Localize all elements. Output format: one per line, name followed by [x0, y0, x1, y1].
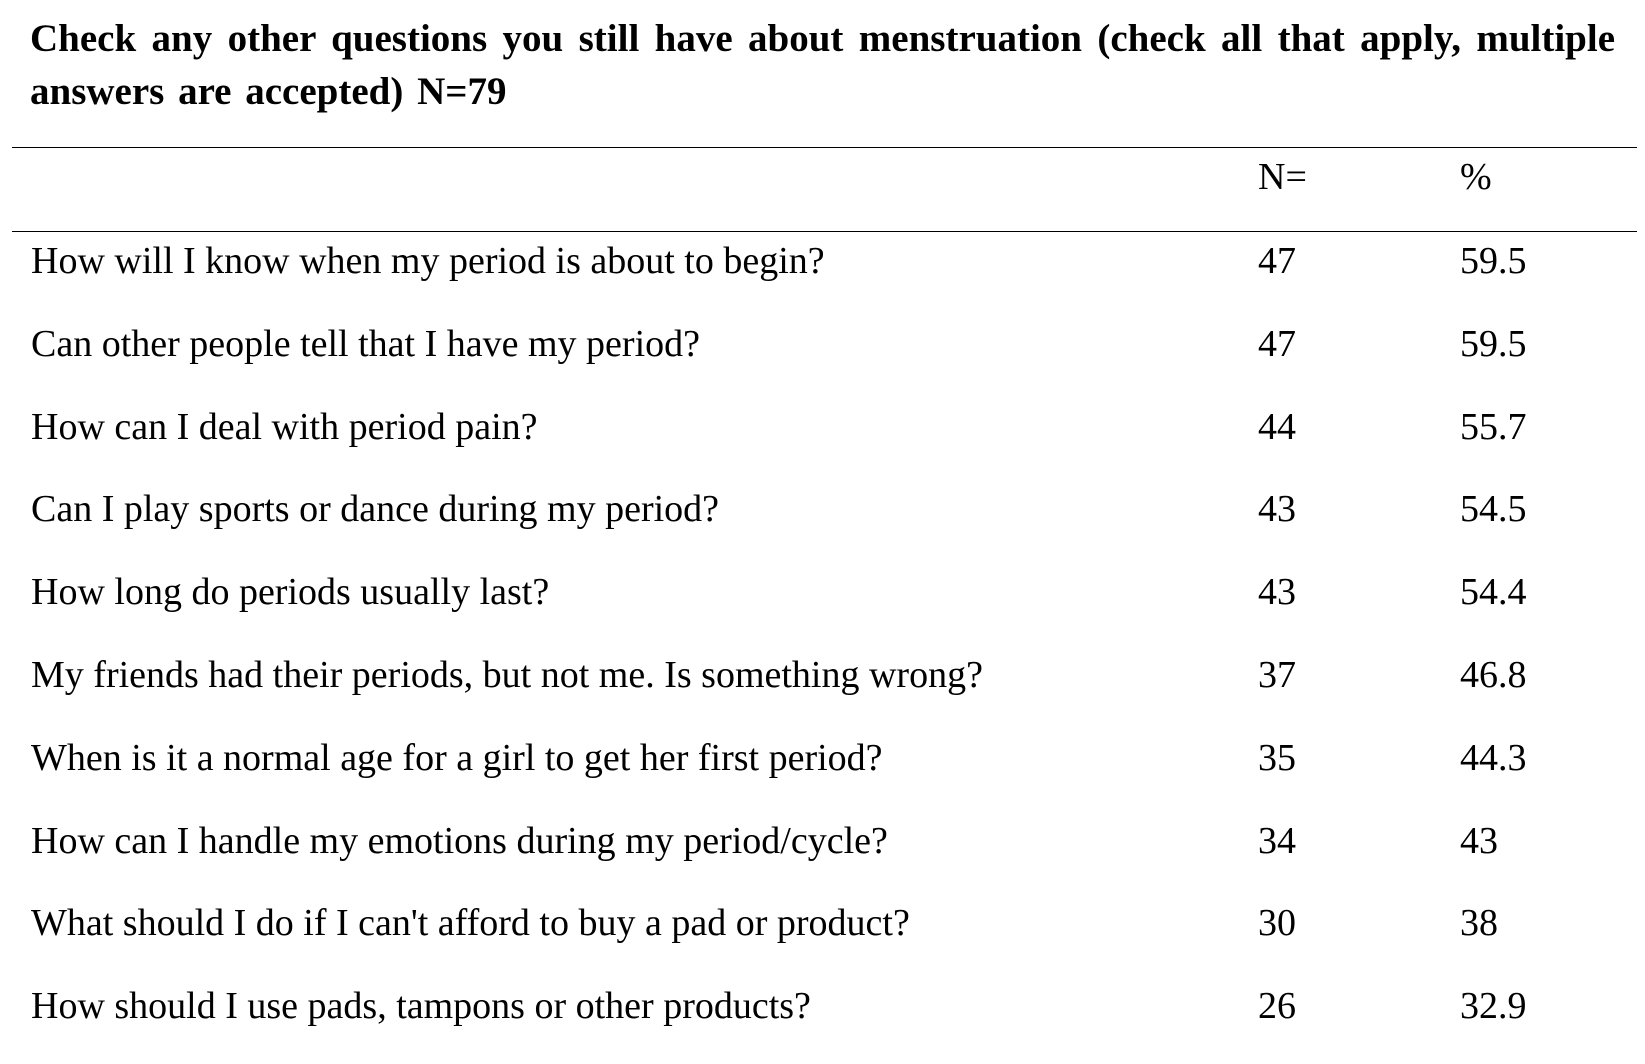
percent-cell: 32.9	[1460, 985, 1527, 1028]
table-row	[0, 650, 1645, 733]
count-cell: 47	[1258, 322, 1296, 365]
percent-cell: 59.5	[1460, 240, 1527, 282]
table-row	[0, 898, 1645, 981]
column-header-percent: %	[1460, 156, 1492, 198]
table-row	[0, 567, 1645, 650]
question-cell: Can other people tell that I have my period?	[31, 322, 700, 365]
column-header-n: N=	[1258, 156, 1307, 198]
count-cell: 30	[1258, 902, 1296, 945]
percent-cell: 54.4	[1460, 571, 1527, 614]
question-cell: How can I deal with period pain?	[31, 405, 538, 448]
table-header-rule	[12, 231, 1637, 232]
question-cell: How should I use pads, tampons or other products?	[31, 985, 811, 1028]
table-row	[0, 236, 1645, 319]
percent-cell: 43	[1460, 819, 1498, 862]
percent-cell: 44.3	[1460, 736, 1527, 779]
count-cell: 35	[1258, 736, 1296, 779]
table-top-rule	[12, 147, 1637, 148]
percent-cell: 55.7	[1460, 405, 1527, 448]
table-row	[0, 981, 1645, 1064]
percent-cell: 38	[1460, 902, 1498, 945]
question-cell: How will I know when my period is about to begin?	[31, 240, 825, 282]
count-cell: 43	[1258, 571, 1296, 614]
percent-cell: 54.5	[1460, 488, 1527, 531]
count-cell: 44	[1258, 405, 1296, 448]
count-cell: 43	[1258, 488, 1296, 531]
table-body	[0, 236, 1645, 1064]
percent-cell: 46.8	[1460, 653, 1527, 696]
question-cell: How can I handle my emotions during my period/cycle?	[31, 819, 888, 862]
count-cell: 37	[1258, 653, 1296, 696]
question-cell: How long do periods usually last?	[31, 571, 550, 614]
count-cell: 34	[1258, 819, 1296, 862]
question-cell: What should I do if I can't afford to buy a pad or product?	[31, 902, 910, 945]
count-cell: 47	[1258, 240, 1296, 282]
question-cell: When is it a normal age for a girl to get her first period?	[31, 736, 883, 779]
question-cell: Can I play sports or dance during my period?	[31, 488, 720, 531]
table-row	[0, 816, 1645, 899]
table-row	[0, 733, 1645, 816]
count-cell: 26	[1258, 985, 1296, 1028]
table-row	[0, 484, 1645, 567]
table-row	[0, 319, 1645, 402]
percent-cell: 59.5	[1460, 322, 1527, 365]
table-title: Check any other questions you still have about menstruation (check all that apply, multiple answers are accepted) N=79	[30, 17, 1615, 113]
table-row	[0, 402, 1645, 485]
question-cell: My friends had their periods, but not me. Is something wrong?	[31, 653, 983, 696]
